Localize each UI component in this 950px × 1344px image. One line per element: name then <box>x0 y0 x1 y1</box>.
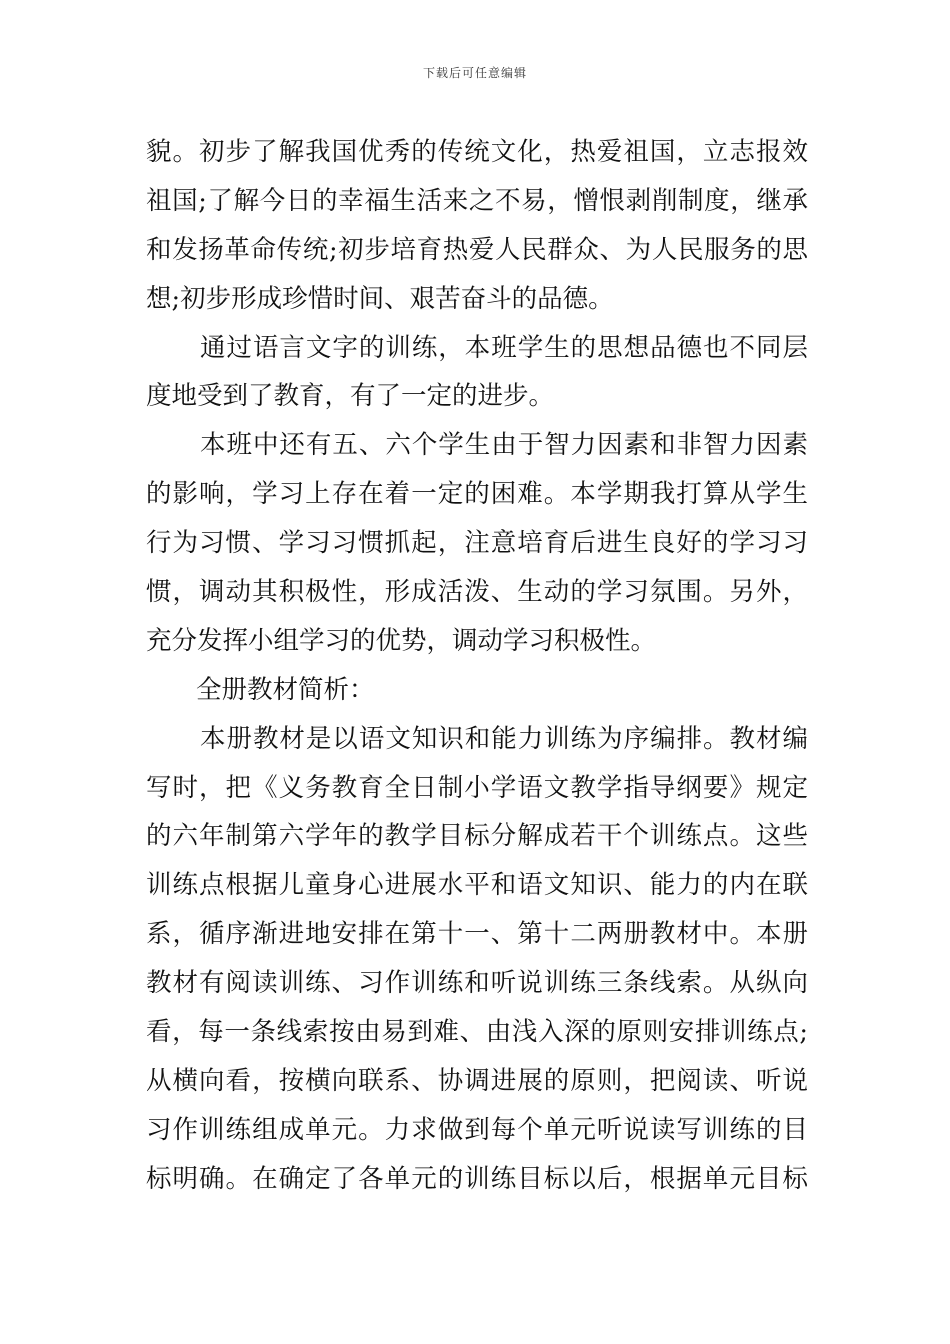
paragraph-start-line: 通过语言文字的训练，本班学生的思想品德也不同层 <box>200 332 808 363</box>
text-line: 和发扬革命传统;初步培育热爱人民群众、为人民服务的思 <box>146 234 808 265</box>
text-line: 教材有阅读训练、习作训练和听说训练三条线索。从纵向 <box>146 968 808 999</box>
page-header: 下载后可任意编辑 <box>422 66 527 80</box>
text-line: 系，循序渐进地安排在第十一、第十二两册教材中。本册 <box>146 919 808 950</box>
text-line: 从横向看，按横向联系、协调进展的原则，把阅读、听说 <box>146 1065 808 1096</box>
text-line: 貌。初步了解我国优秀的传统文化，热爱祖国，立志报效 <box>146 137 808 167</box>
text-line: 看，每一条线索按由易到难、由浅入深的原则安排训练点; <box>146 1017 808 1048</box>
text-line: 祖国;了解今日的幸福生活来之不易，憎恨剥削制度，继承 <box>146 185 808 216</box>
text-line: 写时，把《义务教育全日制小学语文教学指导纲要》规定 <box>146 772 808 803</box>
text-line: 习作训练组成单元。力求做到每个单元听说读写训练的目 <box>146 1114 808 1145</box>
paragraph-start-line: 本班中还有五、六个学生由于智力因素和非智力因素 <box>200 430 808 461</box>
text-line: 的影响，学习上存在着一定的困难。本学期我打算从学生 <box>146 479 808 510</box>
section-heading: 全册教材简析： <box>196 674 375 705</box>
text-line: 惯，调动其积极性，形成活泼、生动的学习氛围。另外， <box>146 577 808 608</box>
text-line: 训练点根据儿童身心进展水平和语文知识、能力的内在联 <box>146 870 808 901</box>
text-line: 度地受到了教育，有了一定的进步。 <box>146 381 555 412</box>
text-line: 行为习惯、学习习惯抓起，注意培育后进生良好的学习习 <box>146 528 808 559</box>
paragraph-start-line: 本册教材是以语文知识和能力训练为序编排。教材编 <box>200 723 808 754</box>
text-line: 标明确。在确定了各单元的训练目标以后，根据单元目标 <box>146 1163 808 1194</box>
document-body <box>146 128 808 1204</box>
text-line: 充分发挥小组学习的优势，调动学习积极性。 <box>146 625 657 656</box>
text-line: 想;初步形成珍惜时间、艰苦奋斗的品德。 <box>146 283 614 314</box>
text-line: 的六年制第六学年的教学目标分解成若干个训练点。这些 <box>146 821 808 852</box>
